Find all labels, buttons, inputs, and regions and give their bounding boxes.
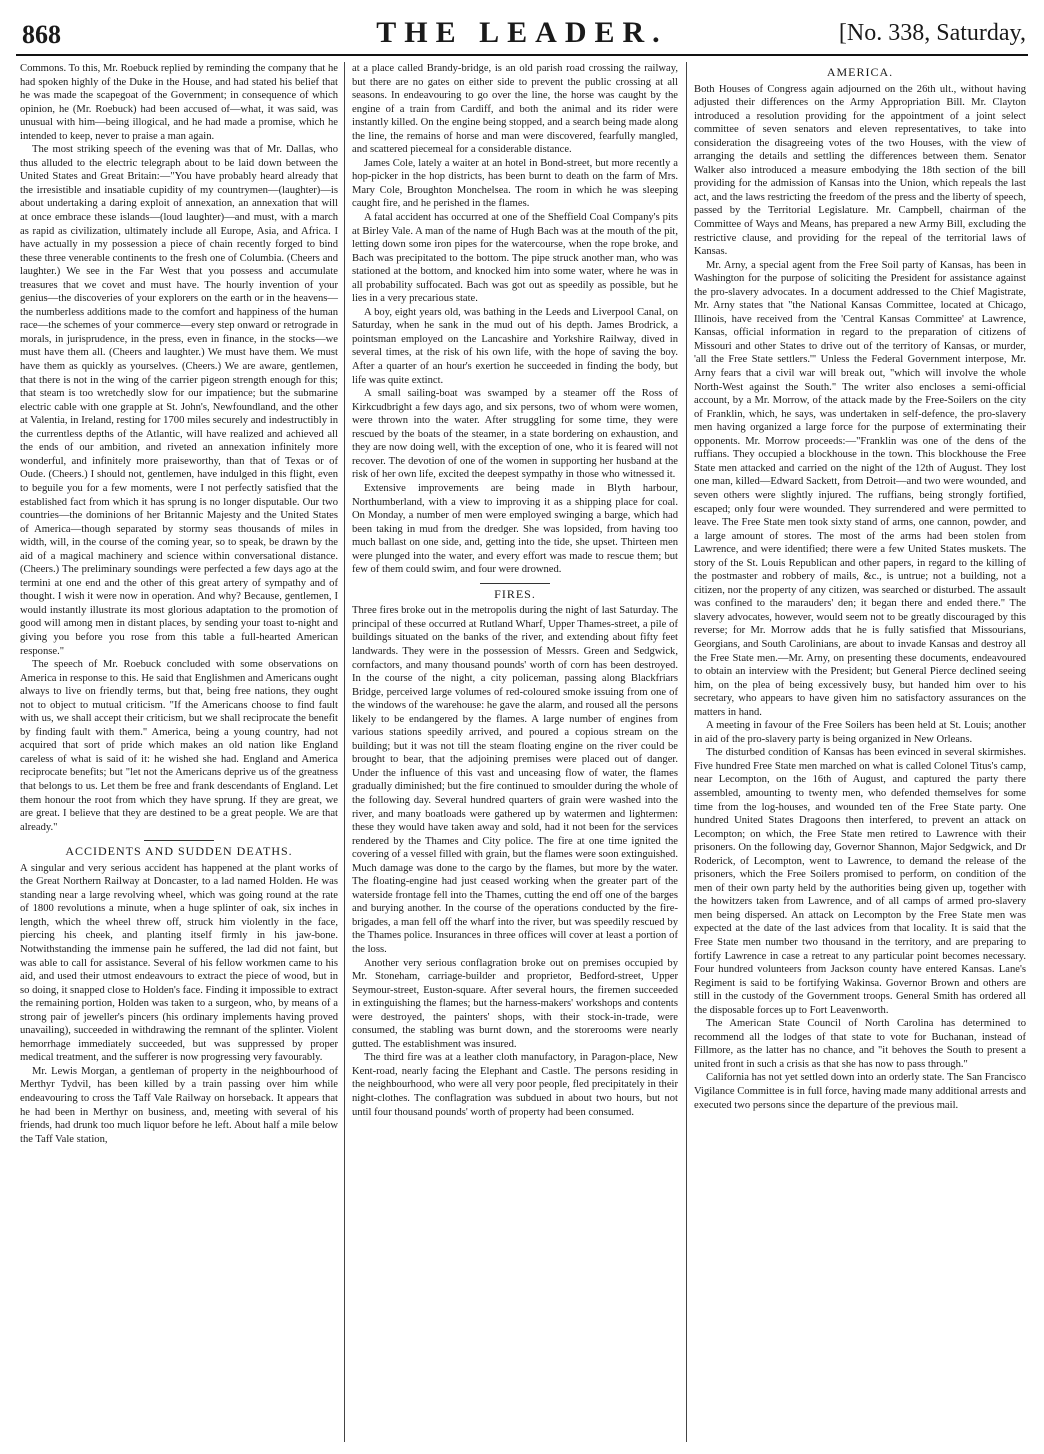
article-paragraph: A small sailing-boat was swamped by a steamer off the Ross of Kirkcudbright a few days ago, and six persons, two of whom were women, were thrown into the water. After struggling for some time, they were rescued by the boats of the steamer, in a state bordering on exhaustion, and they are now doing well, with the exception of one, who it is feared will not recover. The devotion of one of the women in supporting her husband at the risk of her own life, excited the deepest sympathy in those who witnessed it. bbox=[352, 388, 678, 481]
section-heading-america: AMERICA. bbox=[826, 65, 894, 79]
article-paragraph: A singular and very serious accident has happened at the plant works of the Great Northern Railway at Doncaster, to a lad named Holden. He was standing near a large revolving wheel, which was going round at the rate of 1800 revolutions a minute, when a huge splinter of oak, six inches in length, which the wheel threw off, struck him violently in the face, piercing his cheek, and planting itself firmly in his jaw-bone. Notwithstanding the immense pain he suffered, the lad did not faint, but was able to call for assistance. Several of his fellow workmen came to his aid, and used their utmost endeavours to extract the piece of wood, but in so doing, it snapped close to Holden's face. Finding it impossible to extract the remaining portion, Holden was taken to a surgeon, who, by means of a strong pair of jeweller's pincers (his ordinary implements having proved unavailing), succeeded in withdrawing the remnant of the splinter. Violent hemorrhage immediately succeeded, but was suppressed by proper medical treatment, and the sufferer is now progressing very favourably. bbox=[20, 862, 338, 1064]
article-paragraph: The American State Council of North Carolina has determined to recommend all the lodges of that state to vote for Buchanan, instead of Fillmore, as the latter has no chance, and "it behoves the South to present a united front in such a crisis as that she has now to pass through." bbox=[694, 1018, 1026, 1070]
article-paragraph: Three fires broke out in the metropolis during the night of last Saturday. The principal of these occurred at Rutland Wharf, Upper Thames-street, a pile of buildings situated on the banks of the river, and extending about fifty feet landwards. They were in the possession of Messrs. Green and Sedgwick, cornfactors, and many thousand pounds' worth of corn has been destroyed. In the course of the night, a city policeman, passing along Blackfriars Bridge, perceived large volumes of red-coloured smoke issuing from one of the windows of the warehouse: he gave the alarm, and roused all the persons likely to be endangered by the flames. A large number of engines from various stations speedily arrived, and poured a copious stream on the building; but it was not till the steam floating engine on the river could be brought to bear, that the adjoining premises were placed out of danger. Under the influence of this vast and unceasing flow of water, the flames gradually diminished; but the fire continued to smoulder during the whole of the following day. Several hundred quarters of grain were washed into the river, and many boatloads were gathered up by watermen and lightermen: these they would have taken away and sold, had it not been for the services rendered by the Thames and City police. The fire at one time ignited the covering of a vessel filled with grain, but the flames were soon extinguished. Much damage was done to the cargo by the flames, but more by the water. The floating-engine had just ceased working when the greater part of the waterside frontage fell into the Thames, cutting the end off one of the barges and burying another. In the course of the operations conducted by the fire-brigades, a man fell off the wharf into the river, but was speedily rescued by the Thames police. Insurances in three offices will cover at least a portion of the loss. bbox=[352, 605, 678, 955]
article-paragraph: Both Houses of Congress again adjourned on the 26th ult., without having adjusted their differences on the Army Appropriation Bill. Mr. Clayton introduced a resolution providing for the appointment of a joint select committee of seven senators and eleven representatives, to take into consideration the disagreeing votes of the two Houses, with the view of arranging the details and settling the differences between them. Senator Walker also introduced a measure embodying the 18th section of the bill providing for the admission of Kansas into the Union, which repeals the last act, and the laws restricting the freedom of the press and the liberty of speech, passed by the Territorial Legislature. Mr. Campbell, chairman of the Committee of Ways and Means, has prepared a new Army Bill, excluding the restrictive clause, and providing for the repeal of the territorial laws of Kansas. bbox=[694, 83, 1026, 258]
issue-label: [No. 338, Saturday, bbox=[838, 20, 1026, 46]
column-3 bbox=[694, 62, 1026, 1450]
article-paragraph: A boy, eight years old, was bathing in the Leeds and Liverpool Canal, on Saturday, when he sank in the mud out of his depth. James Brodrick, a pointsman employed on the Lancashire and Yorkshire Railway, dived in several times, at the risk of his own life, with the hope of saving the boy. After a quarter of an hour's exertion he succeeded in finding the body, but life was quite extinct. bbox=[352, 306, 678, 386]
article-paragraph: The disturbed condition of Kansas has been evinced in several skirmishes. Five hundred Free State men marched on what is called Colonel Titus's camp, near Lecompton, on the 16th of August, and captured the party there assembled, amounting to twenty men, who defended themselves for some time from the log-houses, and wounded ten of the Free State party. One hundred United States Dragoons then interfered, to prevent an attack on Lecompton; on which, the Free State men retired to Lawrence with their prisoners. On the following day, Governor Shannon, Major Sedgwick, and Dr Roderick, of Lecompton, went to Lawrence, to demand the release of the prisoners, which the Free Soilers promised to perform, on condition of the men of their own party held by the authorities being given up, together with the howitzers taken from Lawrence, and of all camps of armed pro-slavery men being dispersed. An attack on Lecompton by the Free State men was expected at the date of the last advices from that locality. It is said that the Free State men number two thousand in the territory, and are preparing to fortify Lawrence in case a retreat to any particular point becomes necessary. Four hundred volunteers from Jackson county have entered Kansas. Lane's Regiment is said to be fortifying Wakinsa. Governor Brown and others are still in the custody of the Government troops. General Smith has ordered all the disposable forces up to Fort Leavenworth. bbox=[694, 747, 1026, 1016]
column-1 bbox=[20, 62, 338, 1450]
section-heading-accidents: ACCIDENTS AND SUDDEN DEATHS. bbox=[65, 844, 293, 859]
article-paragraph: Mr. Arny, a special agent from the Free Soil party of Kansas, has been in Washington for the purpose of soliciting the President for assistance against the pro-slavery advocates. In a document addressed to the Chief Magistrate, Mr. Arny states that "the National Kansas Committee, located at Chicago, Illinois, have received from the 'Central Kansas Committee' at Lawrence, Kansas, official information in regard to the preparation of citizens of Missouri and other States to drive out of the territory of Kansas, or murder, 'all the Free State settlers.'" Unless the Federal Government interpose, Mr. Arny fears that a civil war will break out, "which will involve the whole North-West against the South." The writer also encloses a semi-official account, by a Mr. Morrow, of the attack made by the Free-Soilers on the city of Franklin, which, he says, was undertaken in self-defence, the pro-slavery men having organized a large force for the purpose of exterminating their opponents. Mr. Morrow proceeds:—"Franklin was one of the dens of the ruffians. They occupied a blockhouse in the town. This blockhouse the Free State men attacked and carried on the night of the 12th of August. They lost one man, killed—Edward Sackett, from Detroit—and two were wounded, and seven others were slightly injured. The ruffians, being strongly fortified, escaped; only four were wounded. They surrendered and were permitted to leave. The Free State men took sixty stand of arms, one cannon, powder, and a large amount of stores. The most of the arms had been stolen from Lawrence, and were identified; there were a few United States muskets. The story of the St. Louis Republican and other papers, in regard to the killing of the postmaster and robbery of mails, &c., is untrue; not a building, not a citizen, nor the property of any citizen, was searched or disturbed. The assault was confined to the marauders' den; it began there and ended there." The slavery advocates, however, would seem not to be greatly discouraged by this reverse; for Mr. Morrow adds that he is fully satisfied that Missourians, Georgians, and South Carolinians, are about to invade Kansas and destroy all the Free State men.—Mr. Arny, on presenting these documents, endeavoured to obtain an interview with the President; but General Pierce declined seeing him, on the plea of being excessively busy, but handed him over to his secretary, who appears to have given him no satisfactory assurances on the matters in hand. bbox=[694, 259, 1026, 718]
masthead: THE LEADER. bbox=[376, 16, 668, 49]
page-number: 868 bbox=[22, 20, 61, 49]
article-paragraph: The most striking speech of the evening was that of Mr. Dallas, who thus alluded to the electric telegraph about to be laid down between the United States and Great Britain:—"You have probably heard already that the irresistible and insatiable cupidity of my countrymen—(laughter)—is about undertaking a daring exploit of annexation, an annexation that will at once embrace these islands—(loud laughter)—and must, with a march as rapid as civilization, ultimately include all Europe, Asia, and Africa. I have actually in my possession a piece of chain recently forged to bind these three venerable continents to the fresh one of Columbia. (Cheers and laughter.) We see in the Far West that you possess and accumulate treasures that we covet and must have. The hourly invention of your genius—the discoveries of your explorers on the earth or in the heavens—the numberless additions made to the comfort and happiness of the human race—the schemes of your commerce—every step onward or retrograde in morals, in jurisprudence, in the press, even in finance, in the stocks—we must have them all. (Cheers and laughter.) We must have them. We must have them as quickly as yourselves. (Cheers.) We are aware, gentlemen, that there is not in the wing of the carrier pigeon strength enough for this; that steam is too wretchedly slow for our impatience; but the submarine electric cable with one grapple at St. John's, Newfoundland, and the other at Valentia, in Ireland, resting for 1700 miles securely and indestructibly in the currentless depths of the Atlantic, will have realized and achieved all the ends of our ambition, and riveted an annexation infinitely more wonderful, and infinitely more praiseworthy, than that of Texas or of Oude. (Cheers.) I should not, gentlemen, have indulged in this flight, even to beguile you for a few moments, were I not perfectly satisfied that the established fact from which it has sprung is no longer disputable. Our two countries—the dominions of her Britannic Majesty and the United States of America—though separated by stormy seas thousands of miles in width, will, in the course of the coming year, so to speak, be drawn by the aid of a magical machinery and science within conversational distance. (Cheers.) The preliminary soundings were perfected a few days ago at the termini at one end and the other of this great artery of sympathy and of thought. I wish it were now in operation. And why? Because, gentlemen, I would instantly illustrate its most glorious adaptation to the promotion of good will among men in distant places, by sending your toast to-night and giving you before you rose from this table a full-hearted American response." bbox=[20, 144, 338, 657]
section-divider bbox=[144, 840, 214, 841]
column-2 bbox=[352, 62, 678, 1450]
column-rule bbox=[686, 62, 687, 1442]
article-paragraph: Mr. Lewis Morgan, a gentleman of property in the neighbourhood of Merthyr Tydvil, has been killed by a train passing over him while endeavouring to cross the Taff Vale Railway on horseback. It appears that he had been in Merthyr on business, and, meeting with several of his friends, had drunk too much liquor before he left. About half a mile below the Taff Vale station, bbox=[20, 1065, 338, 1145]
article-paragraph: James Cole, lately a waiter at an hotel in Bond-street, but more recently a hop-picker in the hop districts, has been burnt to death on the farm of Mrs. Mary Cole, Broughton Monchelsea. The room in which he was sleeping caught fire, and he perished in the flames. bbox=[352, 157, 678, 210]
article-paragraph: Extensive improvements are being made in Blyth harbour, Northumberland, with a view to improving it as a shipping place for coal. On Monday, a number of men were employed swinging a barge, which had been taking in mud from the dredger. She was lopsided, from having too much ballast on one side, and, getting into the tide, she upset. Thirteen men were plunged into the water, and every effort was made to rescue them; but few of them could swim, and four were drowned. bbox=[352, 482, 678, 576]
page-header bbox=[16, 14, 1028, 56]
article-paragraph: The speech of Mr. Roebuck concluded with some observations on America in response to this. He said that Englishmen and Americans ought always to live on friendly terms, but that, being free nations, they ought not to object to mutual criticism. "If the Americans choose to find fault with us, we shall accept their criticism, but we shall reciprocate the benefit by finding fault with them." America, being a young country, had not acquired that sort of pride which makes an old nation like England careless of what is said of it: he wished she had. England and America reciprocate benefits; but "let not the Americans deprive us of the greatness that belongs to us. Let them be free and frank descendants of England. Let them honour the root from which they have sprung. If they are great, we are great. I believe that they are destined to be a great people. We are that already." bbox=[20, 659, 338, 833]
article-paragraph: A fatal accident has occurred at one of the Sheffield Coal Company's pits at Birley Vale. A man of the name of Hugh Bach was at the mouth of the pit, letting down some iron pipes for the watercourse, when the rope broke, and Bach was precipitated to the bottom. The pipe struck another man, who was stationed at the bottom, and knocked him into some water, where he was in all probability suffocated. Bach was got out as speedily as possible, but he lies in a very precarious state. bbox=[352, 212, 678, 305]
article-paragraph: at a place called Brandy-bridge, is an old parish road crossing the railway, but there are no gates on either side to prevent the public crossing at all seasons. In endeavouring to go over the line, the horse was caught by the engine of a train from Cardiff, and both the animal and its rider were instantly killed. On the engine being stopped, and a search being made along the line, the remains of horse and man were discovered, fearfully mangled, and scattered piecemeal for a considerable distance. bbox=[352, 63, 678, 156]
article-paragraph: The third fire was at a leather cloth manufactory, in Paragon-place, New Kent-road, nearly facing the Elephant and Castle. The persons residing in the neighbourhood, who were all very poor people, fled precipitately in their night-clothes. The conflagration was subdued in about two hours, but not until four thousand pounds' worth of property had been consumed. bbox=[352, 1052, 678, 1118]
section-heading-fires: FIRES. bbox=[494, 586, 536, 601]
section-divider bbox=[480, 583, 550, 584]
article-paragraph: California has not yet settled down into an orderly state. The San Francisco Vigilance Committee is in full force, having made many additional arrests and executed two persons since the departure of the previous mail. bbox=[694, 1072, 1026, 1111]
column-rule bbox=[344, 62, 345, 1442]
article-paragraph: A meeting in favour of the Free Soilers has been held at St. Louis; another in aid of the pro-slavery party is being organized in New Orleans. bbox=[694, 720, 1026, 745]
article-paragraph: Another very serious conflagration broke out on premises occupied by Mr. Stoneham, carriage-builder and proprietor, Bedford-street, Upper Seymour-street, Euston-square. After several hours, the firemen succeeded in extinguishing the flames; but the harness-makers' workshops and contents were destroyed, the painters' shops, with their stock-in-trade, were consumed, the stabling was burnt down, and the storerooms were nearly gutted. The establishment was insured. bbox=[352, 957, 678, 1050]
article-paragraph: Commons. To this, Mr. Roebuck replied by reminding the company that he had spoken highly of the Duke in the House, and had stated his belief that he was made the scapegoat of the Government; in consequence of which opinion, he (Mr. Roebuck) had been accused of—what, it was said, was unusual with him—being illogical, and he had made a promise, which he intended to keep, never to praise a man again. bbox=[20, 63, 338, 142]
